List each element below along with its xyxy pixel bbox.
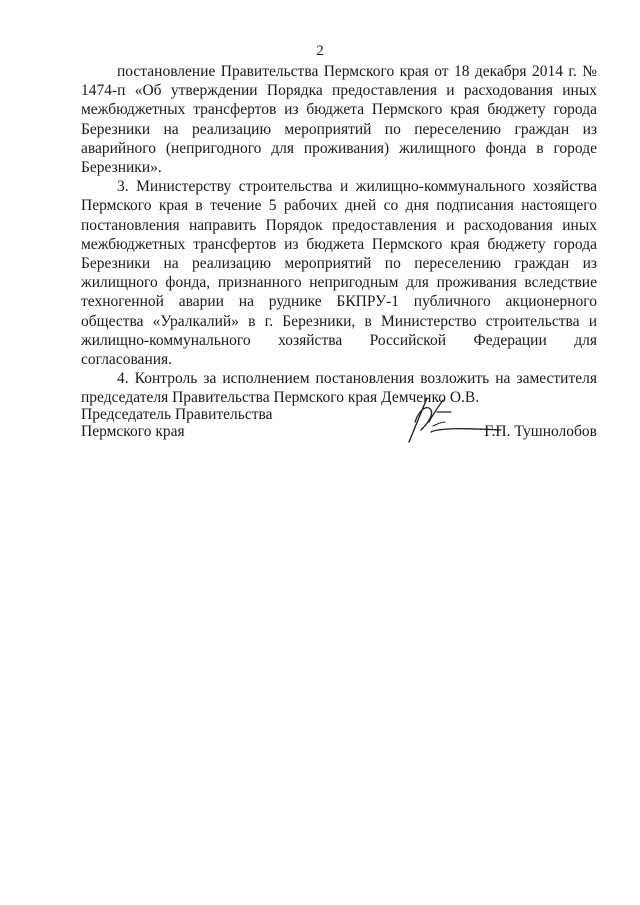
signatory-name: Г.П. Тушнолобов bbox=[484, 423, 597, 440]
page-number: 2 bbox=[316, 43, 324, 59]
signatory-title bbox=[81, 406, 273, 440]
signatory-title-line-2: Пермского края bbox=[81, 423, 185, 440]
document-body bbox=[81, 62, 597, 408]
paragraph-3: 3. Министерству строительства и жилищно-коммунального хозяйства Пермского края в течение 5 рабочих дней со дня подписания настоящего постановления направить Порядок предоставления и расходования иных межбюджетных трансфертов из бюджета Пермского края бюджету города Березники на реализацию мероприятий по переселению граждан из жилищного фонда, признанного непригодным для проживания вследствие техногенной аварии на руднике БКПРУ-1 публичного акционерного общества «Уралкалий» в г. Березники, в Министерство строительства и жилищно-коммунального хозяйства Российской Федерации для согласования. bbox=[81, 178, 597, 369]
paragraph-continuation: постановление Правительства Пермского края от 18 декабря 2014 г. № 1474-п «Об утверждении Порядка предоставления и расходования иных межбюджетных трансфертов из бюджета Пермского края бюджету города Березники на реализацию мероприятий по переселению граждан из аварийного (непригодного для проживания) жилищного фонда в городе Березники». bbox=[81, 63, 597, 177]
signature-block bbox=[81, 406, 597, 446]
paragraph-4: 4. Контроль за исполнением постановления возложить на заместителя председателя Правительства Пермского края Демченко О.В. bbox=[81, 370, 597, 407]
signatory-title-line-1: Председатель Правительства bbox=[81, 406, 273, 423]
